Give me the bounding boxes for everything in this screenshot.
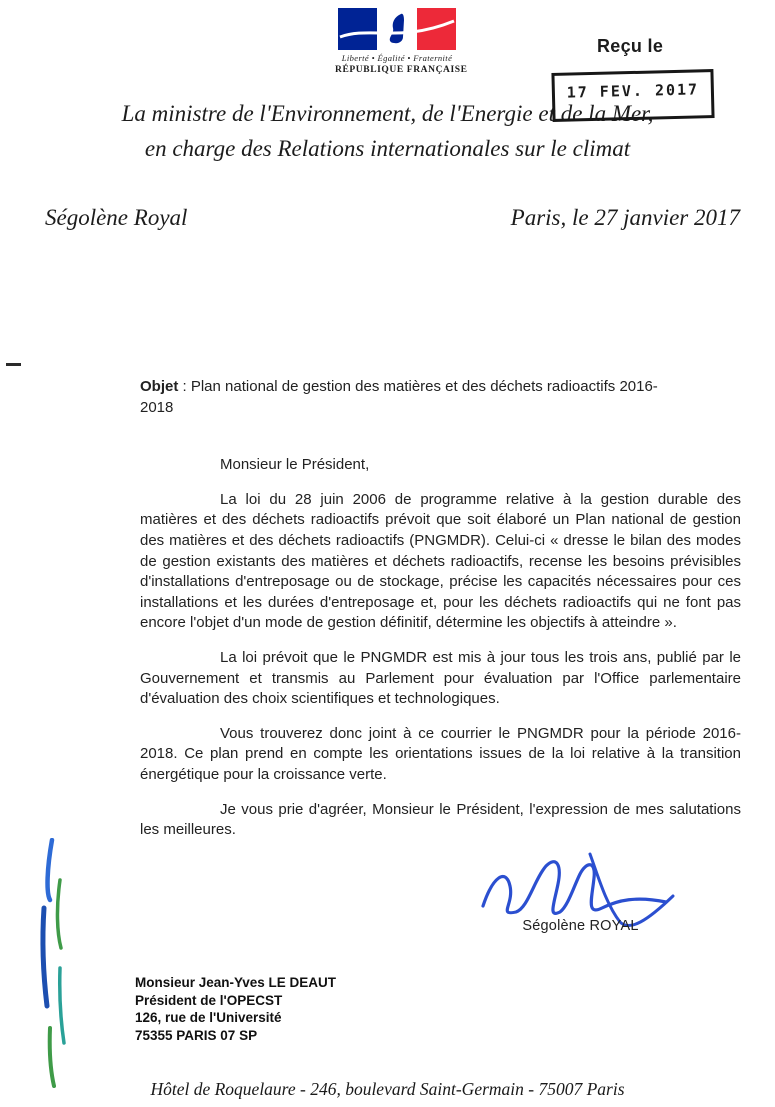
paragraph-3: Vous trouverez donc joint à ce courrier le PNGMDR pour la période 2016-2018. Ce plan prend en compte les orientations issues de la loi relative à la transition énergétique pour la croissance verte.: [140, 724, 741, 783]
recipient-title: Président de l'OPECST: [135, 992, 283, 1008]
paragraph-1: La loi du 28 juin 2006 de programme relative à la gestion durable des matières et des déchets radioactifs prévoit que soit élaboré un Plan national de gestion des matières et des déchets radioactifs (PNGMDR). Celui-ci « dresse le bilan des modes de gestion existants des matières et déchets radioactifs, recense les besoins prévisibles d'installations d'entreposage ou de stockage, précise les capacités nécessaires pour ces installations et les durées d'entreposage et, pour les déchets radioactifs qui ne font pas encore l'objet d'un mode de gestion définitif, détermine les objectifs à atteindre ».: [140, 490, 741, 632]
republique-francaise-logo: [335, 8, 468, 75]
recipient-address: [135, 974, 336, 1044]
signature-name: Ségolène ROYAL: [522, 918, 639, 934]
ministry-title-line2: en charge des Relations internationales sur le climat: [144, 136, 631, 161]
motto-text: Liberté • Égalité • Fraternité: [341, 53, 453, 63]
recipient-city: 75355 PARIS 07 SP: [135, 1027, 258, 1043]
subject-label: Objet: [140, 378, 179, 395]
subject-text: : Plan national de gestion des matières et des déchets radioactifs 2016-2018: [140, 378, 658, 416]
ministry-title-line1: La ministre de l'Environnement, de l'Energie et de la Mer,: [121, 101, 654, 126]
signature-block: [468, 848, 693, 934]
letter-body: [140, 377, 741, 855]
pen-marks-icon: [30, 838, 75, 1093]
recipient-street: 126, rue de l'Université: [135, 1010, 282, 1025]
french-flag-icon: [338, 8, 456, 50]
minister-name: Ségolène Royal: [45, 205, 188, 230]
margin-dash-mark: [6, 363, 21, 366]
paragraph-2: La loi prévoit que le PNGMDR est mis à jour tous les trois ans, publié par le Gouvernement et transmis au Parlement pour évaluation par l'Office parlementaire d'évaluation des choix scientifiques et technologiques.: [140, 648, 741, 708]
place-date-line: Paris, le 27 janvier 2017: [510, 205, 740, 230]
recipient-name: Monsieur Jean-Yves LE DEAUT: [135, 975, 337, 990]
footer-address: Hôtel de Roquelaure - 246, boulevard Saint-Germain - 75007 Paris: [150, 1079, 625, 1099]
received-date-stamp: 17 FEV. 2017: [551, 69, 714, 122]
salutation: Monsieur le Président,: [220, 456, 370, 474]
republic-text: RÉPUBLIQUE FRANÇAISE: [335, 65, 468, 75]
stamp-label: Reçu le: [597, 36, 664, 56]
paragraph-4: Je vous prie d'agréer, Monsieur le Président, l'expression de mes salutations les meilleures.: [140, 800, 741, 839]
subject-line: [140, 377, 677, 418]
